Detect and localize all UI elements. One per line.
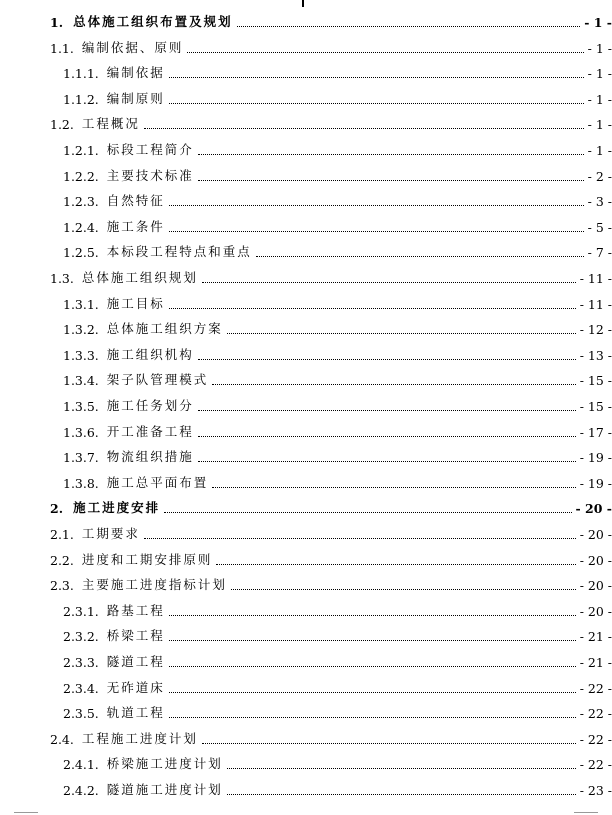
toc-entry-number: 1.3.3.	[63, 347, 99, 363]
toc-leader-dots	[198, 359, 576, 360]
toc-entry-title: 施工进度安排	[73, 500, 161, 516]
toc-entry-number: 1.2.2.	[63, 168, 99, 184]
toc-entry-number: 1.3.6.	[63, 424, 99, 440]
toc-entry-title: 施工总平面布置	[106, 474, 209, 490]
text-cursor-mark	[302, 0, 304, 7]
toc-entry-page-number: - 1 -	[587, 117, 612, 133]
toc-entry-page-number: - 11 -	[579, 271, 612, 286]
toc-entry[interactable]	[0, 112, 612, 132]
toc-leader-dots	[216, 564, 575, 565]
toc-entry-page-number: - 20 -	[575, 501, 612, 517]
toc-leader-dots	[202, 282, 576, 283]
toc-leader-dots	[169, 308, 576, 309]
toc-entry-title: 施工条件	[106, 218, 165, 234]
toc-entry-number: 1.3.7.	[63, 450, 99, 466]
toc-entry-number: 1.2.5.	[63, 245, 99, 261]
toc-entry[interactable]	[0, 650, 612, 670]
toc-entry-page-number: - 19 -	[579, 450, 612, 466]
toc-entry-page-number: - 3 -	[587, 194, 612, 210]
toc-leader-dots	[198, 154, 584, 155]
toc-entry[interactable]	[0, 138, 612, 158]
toc-entry-title: 隧道工程	[106, 654, 165, 669]
toc-entry-page-number: - 1 -	[587, 91, 612, 107]
toc-leader-dots	[169, 717, 576, 718]
toc-leader-dots	[202, 743, 576, 744]
toc-entry[interactable]	[0, 215, 612, 235]
toc-entry-number: 2.4.	[50, 731, 74, 747]
toc-entry[interactable]	[0, 394, 612, 414]
toc-entry[interactable]	[0, 266, 612, 286]
toc-entry-page-number: - 21 -	[579, 629, 612, 645]
toc-leader-dots	[169, 103, 584, 104]
toc-leader-dots	[169, 692, 576, 693]
toc-entry[interactable]	[0, 189, 612, 209]
toc-entry-number: 2.1.	[50, 527, 74, 542]
toc-entry[interactable]	[0, 87, 612, 107]
toc-entry-title: 编制依据、原则	[81, 39, 184, 55]
toc-entry-title: 自然特征	[106, 193, 165, 209]
toc-entry-page-number: - 12 -	[579, 322, 612, 338]
toc-entry[interactable]	[0, 36, 612, 56]
toc-leader-dots	[144, 128, 584, 129]
page-corner-mark-left	[14, 812, 38, 813]
toc-entry-page-number: - 22 -	[579, 680, 612, 696]
toc-leader-dots	[198, 410, 576, 411]
toc-leader-dots	[164, 512, 571, 513]
toc-entry[interactable]	[0, 676, 612, 696]
toc-leader-dots	[144, 538, 576, 539]
toc-entry-page-number: - 20 -	[579, 527, 612, 542]
toc-entry-title: 施工目标	[106, 295, 165, 311]
toc-entry-number: 1.2.4.	[63, 219, 99, 235]
toc-entry[interactable]	[0, 471, 612, 491]
toc-leader-dots	[198, 436, 576, 437]
toc-leader-dots	[169, 640, 576, 641]
toc-leader-dots	[212, 384, 575, 385]
toc-leader-dots	[187, 52, 583, 53]
toc-leader-dots	[169, 205, 584, 206]
toc-entry-page-number: - 15 -	[579, 373, 612, 389]
toc-leader-dots	[231, 589, 576, 590]
toc-entry-number: 2.4.2.	[63, 783, 99, 798]
toc-leader-dots	[169, 231, 584, 232]
toc-entry-title: 桥梁工程	[106, 628, 165, 644]
toc-entry[interactable]	[0, 701, 612, 721]
toc-entry[interactable]	[0, 343, 612, 363]
toc-entry-page-number: - 22 -	[579, 731, 612, 747]
toc-leader-dots	[169, 77, 584, 78]
toc-leader-dots	[169, 615, 576, 616]
toc-entry-number: 1.1.1.	[63, 66, 99, 82]
toc-entry-number: 1.3.8.	[63, 475, 99, 491]
toc-entry-title: 编制原则	[106, 90, 165, 106]
toc-entry-number: 1.3.	[50, 271, 74, 286]
toc-entry[interactable]	[0, 164, 612, 184]
toc-entry-page-number: - 1 -	[587, 66, 612, 82]
toc-entry-title: 桥梁施工进度计划	[106, 756, 223, 772]
toc-entry[interactable]	[0, 778, 612, 798]
toc-entry-number: 1.3.1.	[63, 296, 99, 312]
toc-entry-title: 编制依据	[106, 65, 165, 81]
toc-entry-number: 2.	[50, 501, 64, 517]
toc-entry-number: 1.	[50, 15, 64, 30]
toc-entry-page-number: - 1 -	[587, 143, 612, 158]
toc-entry[interactable]	[0, 420, 612, 440]
toc-entry-number: 2.3.3.	[63, 655, 99, 670]
toc-entry-page-number: - 5 -	[587, 219, 612, 235]
toc-leader-dots	[198, 180, 584, 181]
toc-entry-page-number: - 1 -	[584, 15, 612, 30]
toc-entry-page-number: - 23 -	[579, 783, 612, 798]
toc-leader-dots	[227, 794, 576, 795]
toc-entry-page-number: - 20 -	[579, 578, 612, 594]
toc-entry-title: 总体施工组织方案	[106, 321, 223, 337]
toc-leader-dots	[198, 461, 576, 462]
toc-entry-number: 2.3.2.	[63, 629, 99, 645]
toc-entry-title: 施工任务划分	[106, 398, 194, 413]
toc-entry-page-number: - 21 -	[579, 655, 612, 670]
toc-leader-dots	[237, 26, 581, 27]
toc-entry-page-number: - 22 -	[579, 757, 612, 773]
toc-entry[interactable]	[0, 624, 612, 644]
toc-entry-page-number: - 17 -	[579, 424, 612, 440]
toc-leader-dots	[227, 333, 576, 334]
toc-entry-page-number: - 2 -	[587, 168, 612, 184]
toc-entry-title: 无砟道床	[106, 679, 165, 695]
toc-entry-number: 1.3.4.	[63, 373, 99, 389]
toc-entry[interactable]	[0, 10, 612, 30]
toc-entry-title: 工期要求	[81, 526, 140, 541]
toc-entry-page-number: - 1 -	[587, 40, 612, 56]
toc-entry-title: 工程概况	[81, 116, 140, 132]
toc-entry[interactable]	[0, 445, 612, 465]
toc-entry[interactable]	[0, 573, 612, 593]
toc-entry-number: 2.3.5.	[63, 706, 99, 722]
toc-entry-number: 2.4.1.	[63, 757, 99, 773]
toc-entry-page-number: - 15 -	[579, 399, 612, 414]
toc-entry-page-number: - 20 -	[579, 552, 612, 568]
toc-entry-title: 总体施工组织规划	[81, 270, 198, 285]
toc-entry[interactable]	[0, 752, 612, 772]
toc-entry-page-number: - 19 -	[579, 475, 612, 491]
toc-entry-number: 2.3.1.	[63, 603, 99, 619]
toc-entry-title: 开工准备工程	[106, 423, 194, 439]
toc-entry[interactable]	[0, 599, 612, 619]
toc-entry-title: 路基工程	[106, 602, 165, 618]
toc-entry[interactable]	[0, 61, 612, 81]
toc-leader-dots	[227, 768, 576, 769]
toc-entry-page-number: - 22 -	[579, 706, 612, 722]
toc-entry-title: 隧道施工进度计划	[106, 782, 223, 797]
toc-entry-number: 1.3.5.	[63, 399, 99, 414]
toc-entry[interactable]	[0, 240, 612, 260]
toc-entry-page-number: - 11 -	[579, 296, 612, 312]
toc-entry-title: 主要技术标准	[106, 167, 194, 183]
toc-entry-number: 1.2.1.	[63, 143, 99, 158]
toc-entry-title: 主要施工进度指标计划	[81, 577, 227, 593]
toc-entry[interactable]	[0, 548, 612, 568]
toc-entry-number: 2.3.	[50, 578, 74, 594]
toc-entry-title: 本标段工程特点和重点	[106, 244, 252, 260]
toc-entry-title: 进度和工期安排原则	[81, 551, 213, 567]
toc-leader-dots	[169, 666, 576, 667]
toc-entry[interactable]	[0, 496, 612, 516]
toc-entry[interactable]	[0, 292, 612, 312]
toc-entry-page-number: - 20 -	[579, 603, 612, 619]
toc-leader-dots	[256, 256, 584, 257]
toc-entry-title: 总体施工组织布置及规划	[73, 14, 233, 29]
toc-entry-number: 1.1.	[50, 40, 74, 56]
toc-entry-title: 标段工程简介	[106, 142, 194, 157]
toc-entry-number: 2.2.	[50, 552, 74, 568]
toc-entry-title: 架子队管理模式	[106, 372, 209, 388]
toc-entry-page-number: - 13 -	[579, 347, 612, 363]
toc-entry-page-number: - 7 -	[587, 245, 612, 261]
toc-entry[interactable]	[0, 522, 612, 542]
toc-entry-number: 1.2.3.	[63, 194, 99, 210]
toc-entry-title: 工程施工进度计划	[81, 730, 198, 746]
toc-entry[interactable]	[0, 727, 612, 747]
toc-entry-number: 1.1.2.	[63, 91, 99, 107]
toc-leader-dots	[212, 487, 575, 488]
toc-entry-number: 1.3.2.	[63, 322, 99, 338]
page-corner-mark-right	[574, 812, 598, 813]
toc-entry-title: 施工组织机构	[106, 346, 194, 362]
toc-entry[interactable]	[0, 368, 612, 388]
toc-entry-title: 物流组织措施	[106, 449, 194, 465]
toc-entry-title: 轨道工程	[106, 705, 165, 721]
toc-entry-number: 2.3.4.	[63, 680, 99, 696]
toc-entry[interactable]	[0, 317, 612, 337]
toc-entry-number: 1.2.	[50, 117, 74, 133]
